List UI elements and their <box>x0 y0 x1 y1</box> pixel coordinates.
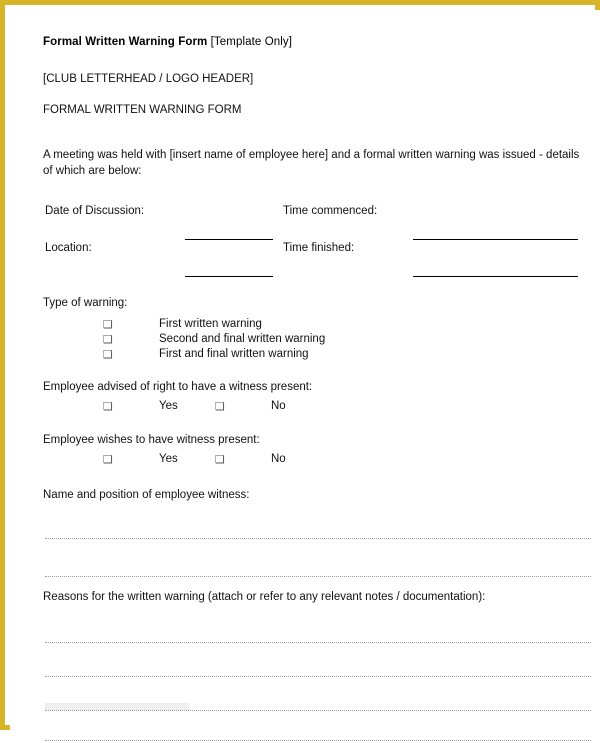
checkbox-icon[interactable]: ❑ <box>215 453 225 466</box>
option-label: First and final written warning <box>159 348 309 360</box>
answer-yes-label: Yes <box>159 453 178 465</box>
row-date-time-commenced <box>43 205 582 242</box>
label-date-of-discussion: Date of Discussion: <box>45 205 145 217</box>
rule-reasons-line-3 <box>45 710 591 711</box>
rule-time-commenced <box>413 239 578 240</box>
checkbox-icon[interactable]: ❑ <box>103 453 113 466</box>
rule-date-of-discussion <box>185 239 273 240</box>
label-location: Location: <box>45 242 92 254</box>
page-title <box>43 36 582 48</box>
label-witness-advised: Employee advised of right to have a witness present: <box>43 381 313 393</box>
rule-reasons-line-1 <box>45 642 591 643</box>
rule-location <box>185 276 273 277</box>
row-location-time-finished <box>43 242 582 279</box>
intro-paragraph: A meeting was held with [insert name of employee here] and a formal written warning was issued - details of which are below: <box>43 149 580 177</box>
option-label: Second and final written warning <box>159 333 326 345</box>
label-witness-name-position: Name and position of employee witness: <box>43 489 250 501</box>
rule-reasons-line-4 <box>45 740 591 741</box>
answer-no-label: No <box>271 400 286 412</box>
page-title-suffix: [Template Only] <box>207 36 293 48</box>
label-type-of-warning: Type of warning: <box>43 297 128 309</box>
checkbox-icon[interactable]: ❑ <box>103 318 113 331</box>
document-body <box>10 10 600 730</box>
checkbox-icon[interactable]: ❑ <box>215 400 225 413</box>
row-witness-wishes-answers <box>43 453 582 475</box>
answer-yes-label: Yes <box>159 400 178 412</box>
option-first-final-written-warning[interactable] <box>43 348 582 363</box>
checkbox-icon[interactable]: ❑ <box>103 400 113 413</box>
label-witness-wishes: Employee wishes to have witness present: <box>43 434 260 446</box>
checkbox-icon[interactable]: ❑ <box>103 348 113 361</box>
rule-time-finished <box>413 276 578 277</box>
option-second-final-written-warning[interactable] <box>43 333 582 348</box>
option-label: First written warning <box>159 318 262 330</box>
checkbox-icon[interactable]: ❑ <box>103 333 113 346</box>
option-first-written-warning[interactable] <box>43 318 582 333</box>
row-witness-advised-answers <box>43 400 582 422</box>
label-reasons: Reasons for the written warning (attach or refer to any relevant notes / documentation): <box>43 591 486 603</box>
label-time-finished: Time finished: <box>283 242 355 254</box>
rule-reasons-line-2 <box>45 676 591 677</box>
rule-witness-line-1 <box>45 538 591 539</box>
letterhead-placeholder: [CLUB LETTERHEAD / LOGO HEADER] <box>43 73 254 85</box>
scan-artifact <box>45 703 190 710</box>
answer-no-label: No <box>271 453 286 465</box>
page-title-bold: Formal Written Warning Form <box>43 36 208 48</box>
rule-witness-line-2 <box>45 576 591 577</box>
form-heading: FORMAL WRITTEN WARNING FORM <box>43 104 242 116</box>
label-time-commenced: Time commenced: <box>283 205 378 217</box>
